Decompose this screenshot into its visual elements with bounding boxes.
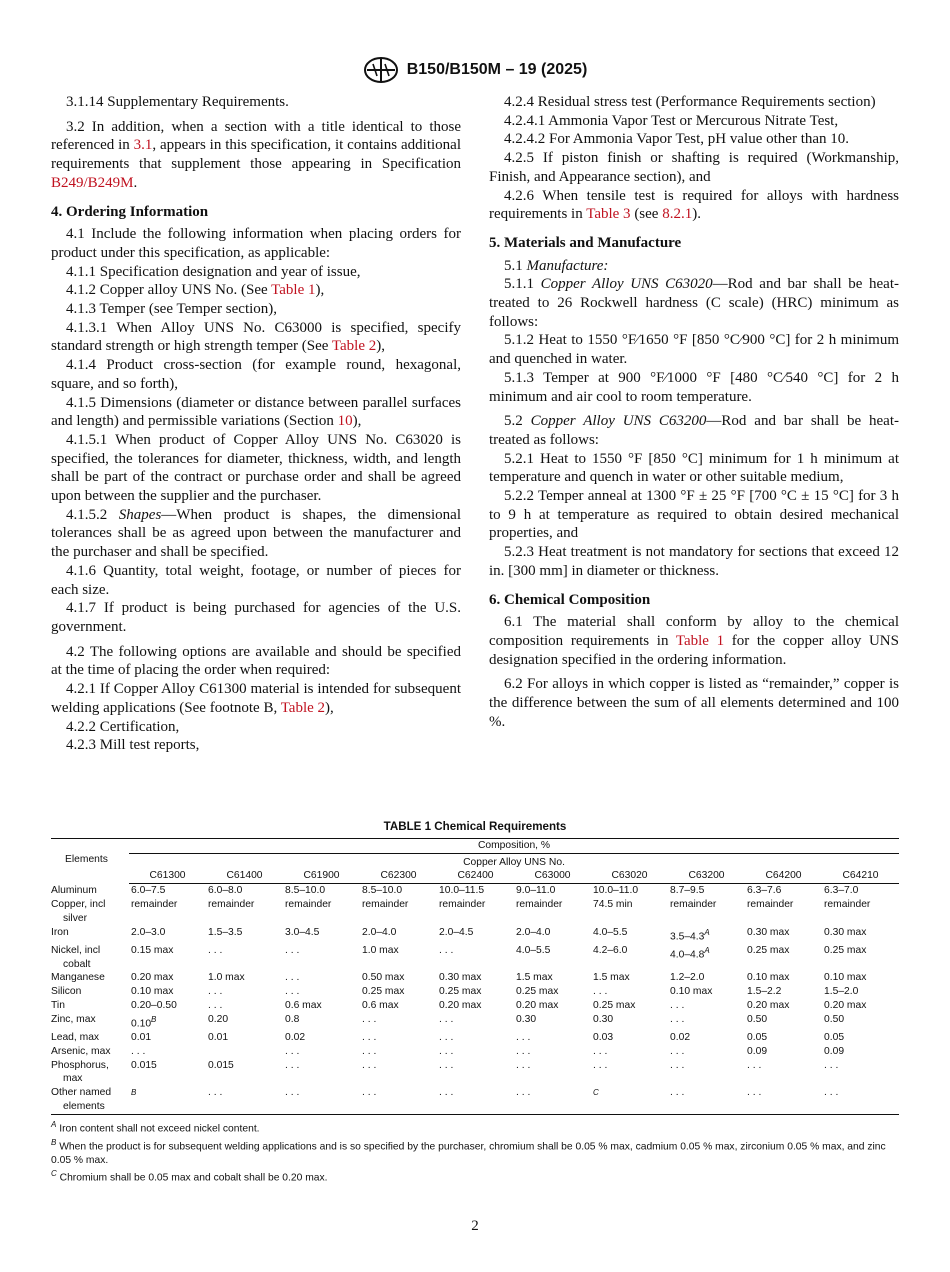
table-cell: 0.25 max bbox=[362, 986, 405, 998]
footnote: $^A$ Iron content shall not exceed nickel content. bbox=[51, 1119, 260, 1135]
table-cell: 6.3–7.6 bbox=[747, 885, 782, 897]
table-cell: $3.5-4.3^A$ bbox=[670, 927, 710, 942]
table-cell: 0.6 max bbox=[362, 999, 399, 1011]
table-cell: . . . bbox=[285, 1059, 300, 1071]
table-cell: 4.2–6.0 bbox=[593, 944, 628, 956]
alloy-header-c63200: C63200 bbox=[668, 869, 745, 883]
alloy-header-c61400: C61400 bbox=[206, 869, 283, 883]
table-cell: 0.10 max bbox=[747, 972, 790, 984]
footnote-marker: B bbox=[151, 1014, 157, 1024]
para-5-1-2: 5.1.2 Heat to 1550 °F⁄1650 °F [850 °C⁄900 °C] for 2 h minimum and quenched in water. bbox=[489, 332, 899, 368]
element-name-line: Arsenic, max bbox=[51, 1045, 111, 1057]
table-cell: . . . bbox=[822, 1086, 899, 1114]
table-cell: 10.0–11.5 bbox=[439, 885, 485, 897]
element-name-line: elements bbox=[63, 1100, 105, 1112]
element-name bbox=[51, 999, 129, 1013]
table-cell: 0.01 bbox=[208, 1032, 229, 1043]
elements-header: Elements bbox=[51, 838, 129, 883]
alloy-header-row bbox=[51, 869, 899, 883]
table-cell: . . . bbox=[131, 1045, 146, 1057]
table-row bbox=[51, 999, 899, 1013]
table-cell: 0.25 max bbox=[593, 999, 636, 1011]
para-4-1-4: 4.1.4 Product cross-section (for example round, hexagonal, square, and so forth), bbox=[51, 357, 461, 392]
table-cell: remainder bbox=[670, 898, 717, 910]
table-row bbox=[51, 926, 899, 944]
table-cell: . . . bbox=[362, 1013, 377, 1025]
table-cell: . . . bbox=[668, 1086, 745, 1114]
table-cell: 1.0 max bbox=[362, 944, 399, 956]
table-cell: . . . bbox=[670, 999, 685, 1011]
table-cell: . . . bbox=[437, 1086, 514, 1114]
table-cell: 0.6 max bbox=[285, 999, 322, 1011]
table-cell: 2.0–4.0 bbox=[362, 926, 397, 938]
element-name bbox=[51, 971, 129, 985]
standard-designation: B150/B150M – 19 (2025) bbox=[406, 61, 588, 78]
table-cell: 0.10 max bbox=[670, 986, 713, 998]
table-cell: 1.5–2.2 bbox=[747, 986, 782, 998]
para-5-2-3: 5.2.3 Heat treatment is not mandatory for sections that exceed 12 in. [300 mm] in diameter or thickness. bbox=[489, 544, 899, 579]
table-cell: 0.20 max bbox=[131, 972, 174, 984]
table-cell: 0.25 max bbox=[439, 986, 482, 998]
table-cell: 8.5–10.0 bbox=[285, 885, 326, 897]
table-cell: . . . bbox=[362, 1032, 377, 1043]
composition-header: Composition, % bbox=[129, 838, 899, 853]
table-cell: 0.03 bbox=[593, 1032, 614, 1043]
element-name bbox=[51, 944, 129, 972]
alloy-header-c62300: C62300 bbox=[360, 869, 437, 883]
ref-b249-link[interactable]: B249/B249M bbox=[51, 174, 134, 191]
alloy-header-c64210: C64210 bbox=[822, 869, 899, 883]
table-cell bbox=[206, 1045, 283, 1059]
table-cell: 10.0–11.0 bbox=[593, 885, 639, 897]
para-3-1-14: 3.1.14 Supplementary Requirements. bbox=[66, 94, 289, 110]
para-4-1: 4.1 Include the following information when placing orders for product under this specification, as applicable: bbox=[51, 226, 461, 261]
alloy-header-c63020: C63020 bbox=[591, 869, 668, 883]
table-row bbox=[51, 1031, 899, 1045]
table-cell: 0.50 max bbox=[362, 972, 405, 984]
table-cell: 8.7–9.5 bbox=[670, 885, 705, 897]
para-3-2: 3.2 In addition, when a section with a title identical to those referenced in 3.1, appears in this specification, it contains additional requirements that supplement those appearing in Specification B249/B249M. bbox=[51, 118, 461, 191]
section-4-heading: 4. Ordering Information bbox=[51, 203, 209, 220]
element-name-line: Tin bbox=[51, 999, 65, 1011]
element-name-line: Zinc, max bbox=[51, 1013, 96, 1025]
para-4-1-1: 4.1.1 Specification designation and year of issue, bbox=[66, 263, 361, 280]
table-cell: 6.0–8.0 bbox=[208, 885, 243, 897]
table-cell: 0.10 max bbox=[131, 986, 174, 998]
table-cell: 6.0–7.5 bbox=[131, 885, 166, 897]
element-name-line: Nickel, incl bbox=[51, 944, 101, 956]
table-cell: . . . bbox=[670, 1013, 685, 1025]
footnote-marker: A bbox=[704, 945, 710, 955]
table-cell: 0.25 max bbox=[747, 944, 790, 956]
table-cell: . . . bbox=[208, 986, 223, 998]
table-cell: remainder bbox=[747, 898, 794, 910]
table-row bbox=[51, 985, 899, 999]
table-cell: 0.20 max bbox=[824, 999, 867, 1011]
para-4-1-5-1: 4.1.5.1 When product of Copper Alloy UNS No. C63020 is specified, the tolerances for diameter, thickness, width, and length shall be part of the contract or purchase order and shall be agreed upon between the supplier and the purchaser. bbox=[51, 431, 461, 505]
table-cell: 0.25 max bbox=[516, 986, 559, 998]
section-6-heading: 6. Chemical Composition bbox=[489, 591, 651, 608]
table-cell: remainder bbox=[208, 898, 255, 910]
table-cell: 0.10 max bbox=[824, 972, 867, 984]
table-cell: 0.30 max bbox=[439, 972, 482, 984]
element-name bbox=[51, 985, 129, 999]
table-cell: . . . bbox=[439, 1059, 454, 1071]
table-cell: 0.50 bbox=[824, 1013, 845, 1025]
table-cell: . . . bbox=[362, 1045, 377, 1057]
para-4-2-4-2: 4.2.4.2 For Ammonia Vapor Test, pH value other than 10. bbox=[504, 131, 850, 148]
table-cell: $4.0-4.8^A$ bbox=[670, 945, 710, 961]
table-cell: . . . bbox=[285, 972, 300, 984]
table-cell: 1.5–2.0 bbox=[824, 986, 859, 998]
alloy-header-c61300: C61300 bbox=[129, 869, 206, 883]
element-name-line: Manganese bbox=[51, 972, 105, 984]
para-4-2-3: 4.2.3 Mill test reports, bbox=[66, 737, 200, 754]
table-cell: . . . bbox=[362, 1059, 377, 1071]
table-cell: 0.01 bbox=[131, 1032, 152, 1043]
element-name-line: max bbox=[63, 1073, 83, 1085]
table-cell: . . . bbox=[824, 1059, 839, 1071]
footnote: $^C$ Chromium shall be 0.05 max and cobalt shall be 0.20 max. bbox=[51, 1169, 328, 1184]
alloy-header-c62400: C62400 bbox=[437, 869, 514, 883]
table-row bbox=[51, 1045, 899, 1059]
para-5-1-3: 5.1.3 Temper at 900 °F⁄1000 °F [480 °C⁄540 °C] for 2 h minimum and air cool to room temperature. bbox=[489, 369, 899, 405]
table-cell: 0.015 bbox=[208, 1059, 234, 1071]
element-name-line: Lead, max bbox=[51, 1032, 100, 1043]
para-4-1-5-2: 4.1.5.2 Shapes—When product is shapes, the dimensional tolerances shall be as agreed upon between the manufacturer and the purchaser and shall be specified. bbox=[51, 506, 462, 561]
footnote-marker: B bbox=[131, 1088, 137, 1098]
table-cell: . . . bbox=[516, 1032, 531, 1043]
ref-table3-link[interactable]: Table 3 bbox=[586, 206, 631, 223]
para-4-1-6: 4.1.6 Quantity, total weight, footage, or number of pieces for each size. bbox=[51, 562, 461, 598]
table-cell: 0.015 bbox=[131, 1059, 157, 1071]
para-4-2-4-1: 4.2.4.1 Ammonia Vapor Test or Mercurous Nitrate Test, bbox=[504, 112, 839, 129]
para-4-2-1: 4.2.1 If Copper Alloy C61300 material is intended for subsequent welding applications (See footnote B, Table 2), bbox=[51, 681, 461, 716]
ref-table2b-link[interactable]: Table 2 bbox=[280, 699, 326, 716]
table-cell: 4.0–5.5 bbox=[516, 944, 551, 956]
table-cell: . . . bbox=[745, 1086, 822, 1114]
table-cell: . . . bbox=[593, 1059, 608, 1071]
ref-table1b-link[interactable]: Table 1 bbox=[675, 632, 725, 649]
table-cell: 0.02 bbox=[285, 1032, 306, 1043]
right-column bbox=[489, 93, 899, 732]
para-4-1-5: 4.1.5 Dimensions (diameter or distance between parallel surfaces and length) and permissible variations (Section 10), bbox=[51, 394, 461, 430]
ref-table1-link[interactable]: Table 1 bbox=[271, 282, 316, 299]
table-cell: . . . bbox=[439, 1045, 454, 1057]
para-5-1: 5.1 Manufacture: bbox=[504, 257, 609, 274]
table-cell: 0.09 bbox=[747, 1045, 768, 1057]
element-name-line: Aluminum bbox=[51, 884, 97, 896]
table-cell: 0.30 max bbox=[747, 926, 790, 938]
para-5-2: 5.2 Copper Alloy UNS C63200—Rod and bar shall be heat-treated as follows: bbox=[489, 413, 899, 448]
table-cell bbox=[591, 1086, 668, 1114]
left-column bbox=[51, 93, 461, 755]
table-cell: 1.0 max bbox=[208, 972, 245, 984]
element-name bbox=[51, 926, 129, 944]
table-row bbox=[51, 898, 899, 926]
table-cell: 1.2–2.0 bbox=[670, 972, 705, 984]
ref-table2-link[interactable]: Table 2 bbox=[331, 338, 377, 355]
footnote-marker: A bbox=[704, 927, 710, 937]
alloy-header-c61900: C61900 bbox=[283, 869, 360, 883]
table-cell: 2.0–4.5 bbox=[439, 926, 474, 938]
table-cell: 0.20 max bbox=[747, 999, 790, 1011]
table-row bbox=[51, 1013, 899, 1031]
table-cell: 1.5 max bbox=[593, 972, 630, 984]
table-cell: 0.20 max bbox=[439, 999, 482, 1011]
para-4-1-3-1: 4.1.3.1 When Alloy UNS No. C63000 is specified, specify standard strength or high strength temper (See Table 2), bbox=[51, 319, 461, 355]
table-row bbox=[51, 971, 899, 985]
element-name-line: Copper, incl bbox=[51, 898, 106, 910]
alloy-header-c64200: C64200 bbox=[745, 869, 822, 883]
table-footnotes bbox=[51, 1118, 899, 1185]
table-cell: . . . bbox=[516, 1045, 531, 1057]
table-cell: . . . bbox=[285, 944, 300, 956]
table-cell: $0.10^B$ bbox=[131, 1014, 157, 1030]
table-cell: 2.0–4.0 bbox=[516, 926, 551, 938]
para-5-2-1: 5.2.1 Heat to 1550 °F [850 °C] minimum for 1 h minimum at temperature and quench in water or other suitable medium, bbox=[489, 450, 899, 486]
table-cell: . . . bbox=[439, 1032, 454, 1043]
element-name-line: Other named bbox=[51, 1087, 112, 1099]
page-number: 2 bbox=[471, 1218, 479, 1234]
table-cell: . . . bbox=[206, 1086, 283, 1114]
table-cell: 9.0–11.0 bbox=[516, 885, 556, 897]
element-name bbox=[51, 898, 129, 926]
table-cell: 4.0–5.5 bbox=[593, 926, 628, 938]
table-cell: . . . bbox=[360, 1086, 437, 1114]
element-name bbox=[51, 1045, 129, 1059]
table-cell: . . . bbox=[670, 1059, 685, 1071]
table-cell: . . . bbox=[208, 944, 223, 956]
table-cell: 0.30 bbox=[516, 1013, 537, 1025]
table-cell: . . . bbox=[593, 986, 608, 998]
table-cell: . . . bbox=[283, 1086, 360, 1114]
table-cell: 0.30 bbox=[593, 1013, 614, 1025]
para-4-2: 4.2 The following options are available and should be specified at the time of placing the order when required: bbox=[51, 643, 461, 679]
para-5-2-2: 5.2.2 Temper anneal at 1300 °F ± 25 °F [700 °C ± 15 °C] for 3 h to 9 h at temperature as required to obtain desired mechanical properties, and bbox=[489, 488, 899, 542]
element-name bbox=[51, 1059, 129, 1087]
table-grid bbox=[51, 838, 899, 1115]
para-6-2: 6.2 For alloys in which copper is listed as “remainder,” copper is the difference between the sum of all elements determined and 100 %. bbox=[489, 676, 899, 730]
ref-8-2-1-link[interactable]: 8.2.1 bbox=[662, 206, 693, 223]
table-row bbox=[51, 944, 899, 972]
table-cell: remainder bbox=[439, 898, 486, 910]
para-4-2-4: 4.2.4 Residual stress test (Performance Requirements section) bbox=[504, 94, 876, 110]
element-name bbox=[51, 1031, 129, 1045]
element-name-line: Iron bbox=[51, 926, 69, 938]
table-body bbox=[51, 884, 899, 1115]
table-cell: remainder bbox=[362, 898, 409, 910]
para-4-1-2: 4.1.2 Copper alloy UNS No. (See Table 1), bbox=[66, 282, 325, 299]
page-header bbox=[0, 56, 950, 84]
footnote: $^B$ When the product is for subsequent welding applications and is so specified by the purchaser, chromium shall be 0.05 % max, cadmium 0.05 % max, zirconium 0.05 % max, and zinc 0.05 % max. bbox=[51, 1137, 886, 1166]
table-cell bbox=[129, 1086, 206, 1114]
para-6-1: 6.1 The material shall conform by alloy to the chemical composition requirements in Table 1 for the copper alloy UNS designation specified in the ordering information. bbox=[489, 614, 899, 668]
table-cell: 0.02 bbox=[670, 1032, 691, 1043]
table-cell: remainder bbox=[824, 898, 871, 910]
chemical-requirements-table bbox=[51, 820, 899, 1185]
table-cell: 0.09 bbox=[824, 1045, 845, 1057]
table-cell: . . . bbox=[285, 1045, 300, 1057]
ref-3-1-link[interactable]: 3.1 bbox=[133, 137, 153, 154]
table-cell: 2.0–3.0 bbox=[131, 926, 166, 938]
para-4-2-6: 4.2.6 When tensile test is required for alloys with hardness requirements in Table 3 (see 8.2.1). bbox=[489, 187, 899, 223]
ref-section10-link[interactable]: 10 bbox=[337, 413, 353, 430]
table-cell: 0.05 bbox=[747, 1032, 768, 1043]
table-cell: . . . bbox=[439, 944, 454, 956]
table-cell: . . . bbox=[670, 1045, 685, 1057]
footnote-marker: C bbox=[593, 1088, 599, 1098]
table-cell: remainder bbox=[131, 898, 178, 910]
alloy-header-c63000: C63000 bbox=[514, 869, 591, 883]
table-cell: 8.5–10.0 bbox=[362, 885, 403, 897]
table-cell: 1.5–3.5 bbox=[208, 926, 243, 938]
table-cell: 3.0–4.5 bbox=[285, 926, 320, 938]
element-name bbox=[51, 1013, 129, 1031]
table-cell: 0.05 bbox=[824, 1032, 845, 1043]
table-cell: 6.3–7.0 bbox=[824, 885, 859, 897]
element-name-line: Phosphorus, bbox=[51, 1059, 109, 1071]
table-cell: 0.15 max bbox=[131, 944, 174, 956]
section-5-heading: 5. Materials and Manufacture bbox=[489, 234, 682, 251]
para-4-2-5: 4.2.5 If piston finish or shafting is required (Workmanship, Finish, and Appearance section), and bbox=[489, 150, 899, 185]
table-cell: 1.5 max bbox=[516, 972, 553, 984]
table-cell: . . . bbox=[514, 1086, 591, 1114]
element-name-line: silver bbox=[63, 912, 88, 924]
para-4-2-2: 4.2.2 Certification, bbox=[66, 718, 180, 735]
table-cell: remainder bbox=[285, 898, 332, 910]
table-cell: 0.20–0.50 bbox=[131, 999, 177, 1011]
para-4-1-3: 4.1.3 Temper (see Temper section), bbox=[66, 301, 278, 318]
table-cell: . . . bbox=[285, 986, 300, 998]
table-row bbox=[51, 1086, 899, 1114]
table-cell: 74.5 min bbox=[593, 898, 633, 910]
element-name-line: Silicon bbox=[51, 986, 82, 998]
uns-header: Copper Alloy UNS No. bbox=[463, 856, 565, 868]
table-cell: . . . bbox=[516, 1059, 531, 1071]
astm-logo-icon bbox=[363, 56, 399, 84]
table-cell: . . . bbox=[593, 1045, 608, 1057]
element-name-line: cobalt bbox=[63, 958, 91, 970]
element-name bbox=[51, 884, 129, 898]
table-cell: 0.30 max bbox=[824, 926, 867, 938]
element-name bbox=[51, 1086, 129, 1114]
table-cell: remainder bbox=[516, 898, 563, 910]
table-row bbox=[51, 884, 899, 898]
table-cell: 0.20 bbox=[208, 1013, 229, 1025]
table-row bbox=[51, 1059, 899, 1087]
para-5-1-1: 5.1.1 Copper Alloy UNS C63020—Rod and bar shall be heat-treated to 26 Rockwell hardness (C scale) (HRC) minimum as follows: bbox=[489, 276, 899, 330]
table-cell: 0.25 max bbox=[824, 944, 867, 956]
table-cell: 0.20 max bbox=[516, 999, 559, 1011]
table-cell: . . . bbox=[439, 1013, 454, 1025]
table-caption: TABLE 1 Chemical Requirements bbox=[383, 820, 567, 833]
table-cell: 0.50 bbox=[747, 1013, 768, 1025]
table-cell: 0.8 bbox=[285, 1013, 300, 1025]
para-4-1-7: 4.1.7 If product is being purchased for agencies of the U.S. government. bbox=[51, 600, 461, 635]
table-cell: . . . bbox=[747, 1059, 762, 1071]
table-cell: . . . bbox=[208, 999, 223, 1011]
